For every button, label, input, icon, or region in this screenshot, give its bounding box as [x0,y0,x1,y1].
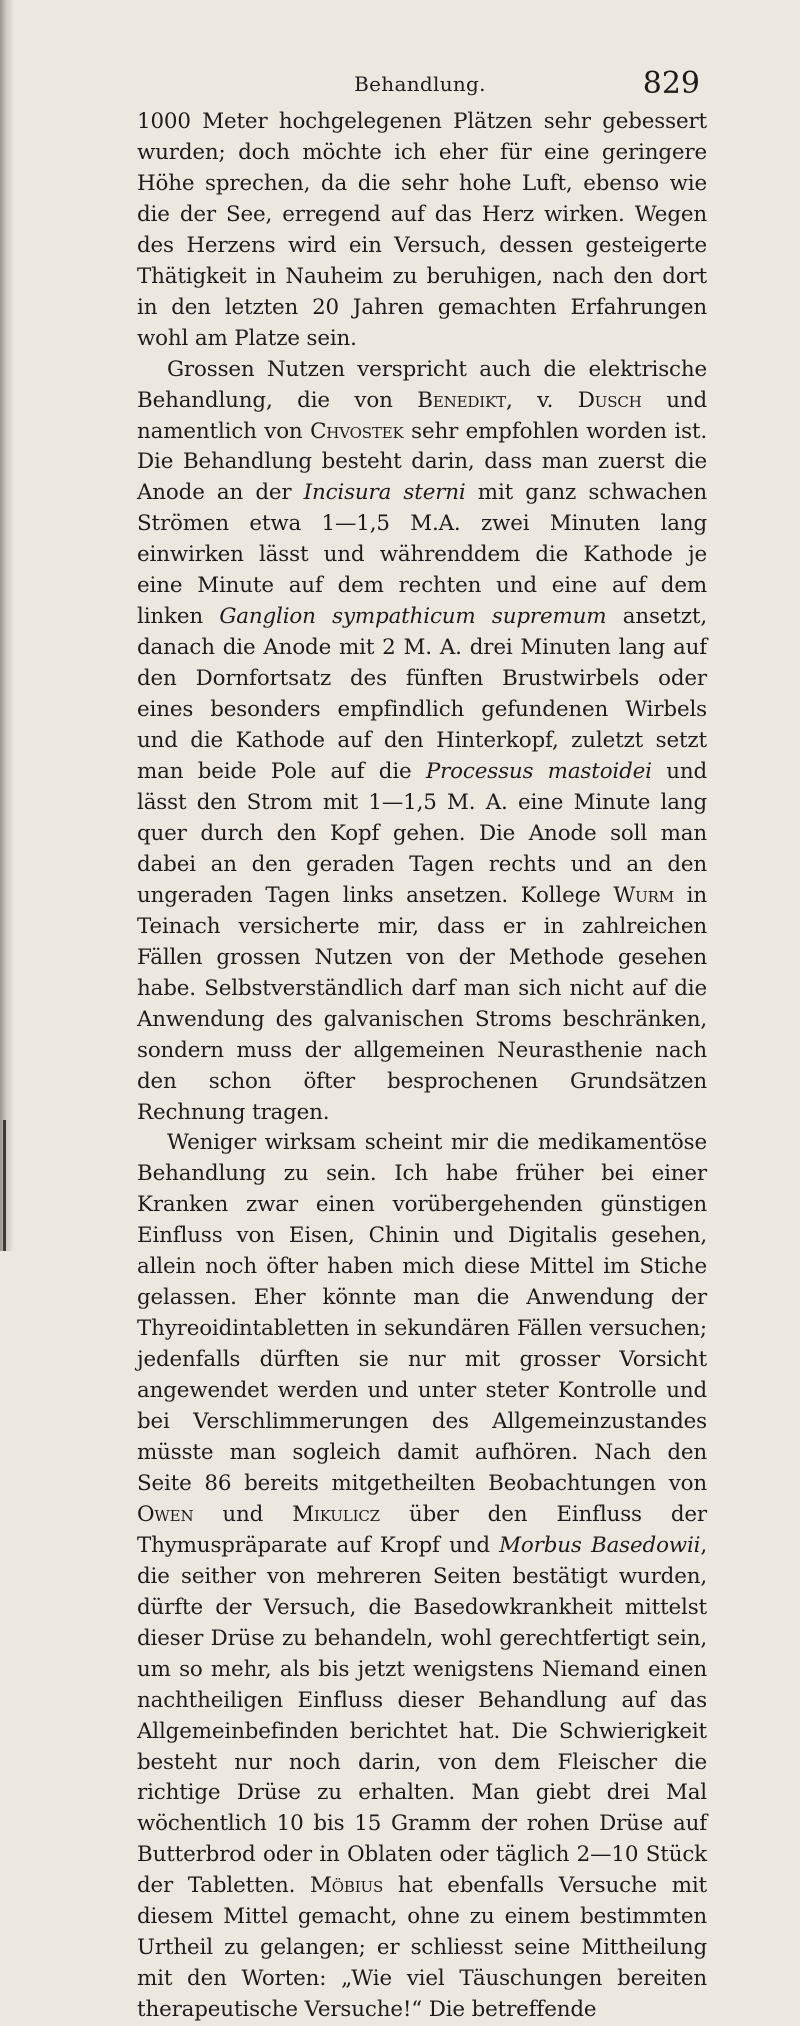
text-run: sehr empfohlen worden ist. Die Behandlung besteht darin, dass man zuerst die Anode an der [137,418,708,506]
text-run: über den Einfluss der Thymuspräparate auf Kropf und [137,1501,707,1558]
text-run: Grossen Nutzen verspricht auch die elektrische Behandlung, die von [137,356,707,413]
page-header [140,66,700,100]
author-name: Owen [137,1501,194,1527]
text-run: mit ganz schwachen Strömen etwa 1—1,5 M.A. zwei Minuten lang einwirken lässt und währenddem die Kathode je eine Minute auf dem rechten und eine auf dem linken [137,480,707,630]
author-name: Mikulicz [292,1501,380,1527]
text-run: und namentlich von [137,387,707,444]
latin-term: Processus mastoidei [425,759,652,785]
author-name: Benedikt [417,387,506,413]
author-name: Möbius [310,1873,384,1899]
body-text [137,107,707,2026]
author-name: Chvostek [310,418,404,444]
latin-term: Morbus Basedowii [499,1532,701,1558]
latin-term: Ganglion sympathicum supremum [219,604,607,630]
paragraph-2 [137,355,707,1129]
latin-term: Incisura sterni [303,480,466,506]
text-run: und lässt den Strom mit 1—1,5 M. A. eine Minute lang quer durch den Kopf gehen. Die Anode soll man dabei an den geraden Tagen rechts und an den ungeraden Tagen links ansetzen. Kollege [137,759,707,908]
author-name: Wurm [613,882,674,908]
paragraph-1 [137,107,707,355]
paragraph-3 [137,1128,707,2026]
text-run: ansetzt, danach die Anode mit 2 M. A. drei Minuten lang auf den Dornfortsatz des fünften Brustwirbels oder eines besonders empfindlich gefundenen Wirbels und die Kathode auf den Hinterkopf, zuletzt setzt man beide Pole auf die [137,604,707,785]
text-run: Weniger wirksam scheint mir die medikamentöse Behandlung zu sein. Ich habe früher bei einer Kranken zwar einen vorübergehenden günstigen Einfluss von Eisen, Chinin und Digitalis gesehen, allein noch öfter haben mich diese Mittel im Stiche gelassen. Eher könnte man die Anwendung der Thyreoidintabletten in sekundären Fällen versuchen; jedenfalls dürften sie nur mit grosser Vorsicht angewendet werden und unter steter Kontrolle und bei Verschlimmerungen des Allgemeinzustandes müsste man sogleich damit aufhören. Nach den Seite 86 bereits mitgetheilten Beobachtungen von [137,1130,707,1496]
binding-shadow [3,1120,6,1251]
text-run: und [193,1501,293,1527]
paragraph-1-text: 1000 Meter hochgelegenen Plätzen sehr gebessert wurden; doch möchte ich eher für eine geringere Höhe sprechen, da die sehr hohe Luft, ebenso wie die der See, erregend auf das Herz wirken. Wegen des Herzens wird ein Versuch, dessen gesteigerte Thätigkeit in Nauheim zu beruhigen, nach den dort in den letzten 20 Jahren gemachten Erfahrungen wohl am Platze sein. [137,109,707,351]
page-number: 829 [642,66,700,101]
running-head: Behandlung. [354,72,486,96]
page-binding-edge [0,0,14,1251]
text-run: , v. [505,387,578,413]
text-run: , die seither von mehreren Seiten bestätigt wurden, dürfte der Versuch, die Basedowkrankheit mittelst dieser Drüse zu behandeln, wohl gerechtfertigt sein, um so mehr, als bis jetzt wenigstens Niemand einen nachtheiligen Einfluss dieser Behandlung auf das Allgemeinbefinden berichtet hat. Die Schwierigkeit besteht nur noch darin, von dem Fleischer die richtige Drüse zu erhalten. Man giebt drei Mal wöchentlich 10 bis 15 Gramm der rohen Drüse auf Butterbrod oder in Oblaten oder täglich 2—10 Stück der Tabletten. [137,1532,707,1899]
text-run: hat ebenfalls Versuche mit diesem Mittel gemacht, ohne zu einem bestimmten Urtheil zu gelangen; er schliesst seine Mittheilung mit den Worten: „Wie viel Täuschungen bereiten therapeutische Versuche!“ Die betreffende [137,1873,707,2023]
text-run: in Teinach versicherte mir, dass er in zahlreichen Fällen grossen Nutzen von der Methode gesehen habe. Selbstverständlich darf man sich nicht auf die Anwendung des galvanischen Stroms beschränken, sondern muss der allgemeinen Neurasthenie nach den schon öfter besprochenen Grundsätzen Rechnung tragen. [137,882,708,1125]
author-name: Dusch [577,387,642,413]
